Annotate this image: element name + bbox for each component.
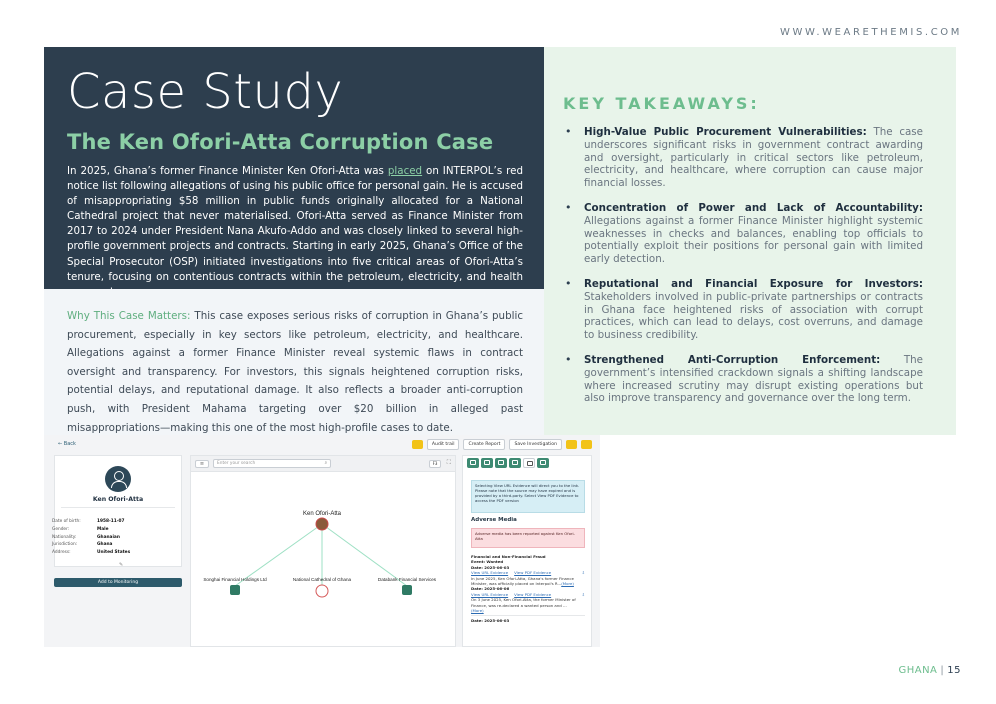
graph-toolbar	[191, 456, 455, 472]
adverse-media-heading: Adverse Media	[471, 517, 517, 523]
profile-name: Ken Ofori-Atta	[92, 496, 144, 503]
takeaway-text: Allegations against a former Finance Minister highlight systemic weaknesses in checks and balances, enabling top officials to potentially exploit their positions for personal gain with limited early detection.	[584, 214, 923, 266]
search-icon: ⌕	[324, 461, 327, 466]
profile-fields	[52, 518, 130, 557]
takeaway-item	[563, 354, 923, 405]
edit-icon[interactable]: ✎	[119, 562, 124, 568]
documents-tab-icon[interactable]	[509, 458, 521, 468]
takeaway-title: High-Value Public Procurement Vulnerabilities:	[584, 126, 867, 138]
company-tab-icon[interactable]	[495, 458, 507, 468]
save-investigation-button[interactable]: Save Investigation	[509, 439, 562, 450]
graph-node[interactable]	[230, 585, 240, 595]
takeaway-title: Reputational and Financial Exposure for Investors:	[584, 277, 923, 290]
fraud-entries	[471, 554, 585, 624]
takeaway-text: The case underscores significant risks in government contract awarding and oversight, particularly in critical sectors like petroleum, electricity, and healthcare, where corruption can cause major financial losses.	[584, 126, 923, 190]
back-link[interactable]: ← Back	[58, 441, 76, 447]
more-link[interactable]: (More)	[561, 581, 574, 587]
search-placeholder: Enter your search	[217, 461, 256, 466]
network-tab-icon[interactable]	[537, 458, 549, 468]
audit-trail-button[interactable]: Audit trail	[427, 439, 460, 450]
takeaways-heading: KEY TAKEAWAYS:	[563, 94, 760, 113]
intro-text-before: In 2025, Ghana’s former Finance Minister Ken Ofori-Atta was	[67, 165, 388, 177]
sanctions-tab-icon[interactable]	[481, 458, 493, 468]
takeaways-list	[563, 126, 923, 417]
profile-tab-icon[interactable]	[467, 458, 479, 468]
page-footer	[898, 665, 961, 676]
divider	[471, 615, 585, 616]
expand-icon[interactable]: ⛶	[446, 459, 451, 466]
divider	[61, 507, 175, 508]
profile-field	[52, 549, 130, 557]
more-link[interactable]: (More)	[471, 608, 484, 614]
fraud-heading: Financial and Non-Financial Fraud	[471, 554, 546, 559]
takeaway-item	[563, 126, 923, 190]
field-key: Jurisdiction:	[52, 542, 78, 548]
view-url-evidence-link[interactable]: View URL Evidence	[471, 570, 509, 576]
site-url: WWW.WEARETHEMIS.COM	[780, 27, 962, 38]
footer-separator: |	[940, 665, 945, 676]
graph-node-label: Songhai Financial Holdings Ltd	[203, 577, 267, 582]
field-key: Nationality:	[52, 534, 77, 540]
graph-center-node[interactable]	[316, 518, 328, 530]
evidence-tabs	[467, 458, 549, 468]
download-icon[interactable]: ⇩	[581, 591, 585, 597]
field-key: Date of birth:	[52, 519, 81, 524]
case-study-label: Case Study	[67, 64, 344, 120]
graph-node-label: Databank Financial Services	[377, 577, 437, 582]
graph-search-input[interactable]	[213, 459, 331, 468]
intro-paragraph	[67, 164, 523, 300]
avatar-icon	[105, 466, 131, 492]
entry-text	[471, 576, 585, 587]
search-icon[interactable]	[566, 440, 577, 449]
evidence-info-box: Selecting View URL Evidence will direct you to the link. Please note that the source may have expired and is provided by a third-party. Select View PDF Evidence to access the PDF version	[471, 480, 585, 513]
field-key: Address:	[52, 550, 71, 556]
graph-node[interactable]	[316, 585, 328, 597]
graph-panel	[190, 455, 456, 647]
why-label: Why This Case Matters:	[67, 310, 191, 322]
graph-center-label: Ken Ofori-Atta	[302, 511, 342, 517]
embedded-screenshot	[44, 435, 600, 647]
menu-icon[interactable]: ≡	[195, 460, 209, 468]
takeaway-title: Strengthened Anti-Corruption Enforcement:	[584, 353, 881, 366]
fit-button[interactable]: F3	[429, 460, 441, 468]
screenshot-toolbar	[412, 439, 592, 450]
case-title: The Ken Ofori-Atta Corruption Case	[67, 130, 494, 154]
adverse-media-alert: Adverse media has been reported against Ken Ofori-Atta	[471, 528, 585, 548]
field-value: Ghanaian	[97, 534, 120, 540]
entry-summary: In June 2025, Ken Ofori-Atta, Ghana's former Finance Minister, was officially placed on Interpol's R...	[471, 575, 574, 587]
create-report-button[interactable]: Create Report	[463, 439, 505, 450]
link-icon[interactable]	[412, 440, 423, 449]
profile-field	[52, 541, 130, 549]
entry-date: Date: 2025-06-03	[471, 564, 510, 570]
field-value: Male	[97, 526, 109, 532]
entry-event: Event: Wanted	[471, 559, 504, 565]
field-value: United States	[97, 550, 131, 556]
relationship-graph	[191, 472, 457, 647]
intro-text-after: on INTERPOL’s red notice list following allegations of using his public office for personal gain. He is accused of misappropriating $58 million in public funds originally allocated for a National Cathedral project that never materialised. Ofori-Atta served as Finance Minister from 2017 to 2024 under President Nana Akufo-Addo and was closely linked to several high-profile government projects and contracts. Starting in early 2025, Ghana’s Office of the Special Prosecutor (OSP) initiated investigations into five critical areas of Ofori-Atta’s tenure, focusing on contentious contracts within the petroleum, electricity, and health	[67, 165, 523, 283]
media-tab-icon[interactable]	[523, 458, 535, 468]
download-icon[interactable]: ⇩	[581, 570, 585, 576]
page-number: 15	[947, 665, 961, 676]
footer-country: GHANA	[898, 665, 938, 676]
why-paragraph	[67, 307, 523, 437]
add-to-monitoring-button[interactable]: Add to Monitoring	[54, 578, 182, 587]
field-value: Ghana	[97, 542, 113, 548]
graph-node-label: National Cathedral of Ghana	[292, 577, 352, 582]
entry-date: Date: 2025-06-06	[471, 586, 510, 592]
profile-field	[52, 526, 130, 534]
takeaway-text: Stakeholders involved in public-private partnerships or contracts in Ghana face heightened risks of association with corrupt practices, which can lead to delays, cost overruns, and damage to business credibility.	[584, 290, 923, 342]
why-text: This case exposes serious risks of corruption in Ghana’s public procurement, especially in key sectors like petroleum, electricity, and healthcare. Allegations against a former Finance Minister reveal systemic flaws in contract oversight and transparency. For investors, this signals heightened corruption risks, potential delays, and reputational damage. It also reflects a broader anti-corruption push, with President Mahama targeting over $20 billion in alleged past misappropriations—making this one of the most high-profile cases to date.	[67, 310, 523, 434]
entry-text	[471, 597, 585, 613]
flag-icon[interactable]	[581, 440, 592, 449]
placed-link[interactable]: placed	[387, 165, 423, 177]
takeaway-item	[563, 278, 923, 342]
takeaway-title: Concentration of Power and Lack of Accountability:	[584, 201, 923, 214]
takeaway-text: The government’s intensified crackdown signals a shifting landscape where increased scrutiny may disrupt existing operations but also improve transparency and governance over the long term.	[584, 353, 923, 405]
view-pdf-evidence-link[interactable]: View PDF Evidence	[514, 591, 552, 597]
evidence-panel	[462, 455, 592, 647]
entry-summary: On 3 June 2025, Ken Ofori-Atta, the former Minister of Finance, was re-declared a wanted person and ...	[471, 597, 576, 608]
profile-field	[52, 518, 130, 526]
field-value: 1958-11-07	[97, 519, 125, 524]
field-key: Gender:	[52, 526, 70, 532]
profile-field	[52, 534, 130, 542]
entry-date: Date: 2025-06-03	[471, 618, 510, 624]
view-pdf-evidence-link[interactable]: View PDF Evidence	[514, 570, 552, 576]
takeaway-item	[563, 202, 923, 266]
graph-node[interactable]	[402, 585, 412, 595]
view-url-evidence-link[interactable]: View URL Evidence	[471, 591, 509, 597]
